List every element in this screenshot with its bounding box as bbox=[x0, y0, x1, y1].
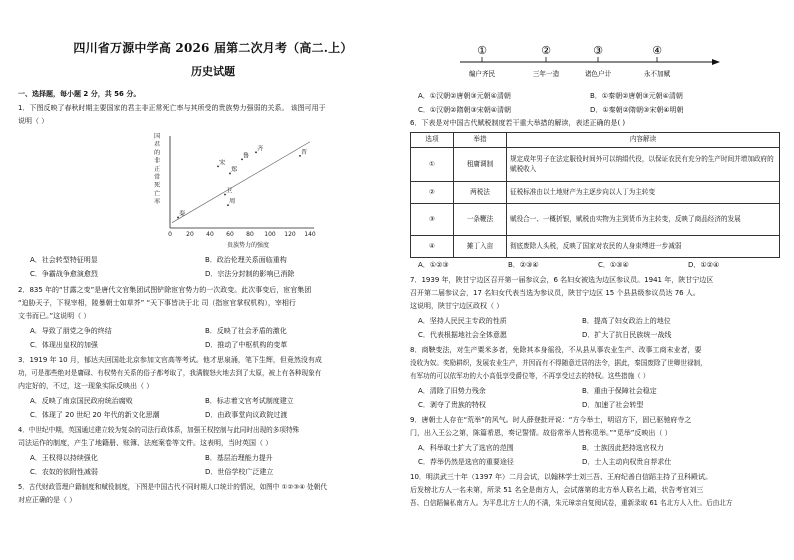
table-cell: 一条鞭法 bbox=[454, 204, 507, 236]
timeline-label: 三年一造 bbox=[532, 70, 560, 78]
q5-line1: 5．古代财政管理户籍制度和赋役制度，下图是中国古代不同时期人口统计的情况，如图中 ①②③④ 处朝代 bbox=[18, 483, 327, 491]
table-row bbox=[411, 148, 780, 182]
timeline-number: ③ bbox=[593, 44, 603, 57]
q8-line2: 没收为奴。奖励耕织，发展农业生产，并因而有不得随意迁居的法令，据此，秦国废除了世卿世禄制， bbox=[410, 359, 707, 367]
table-cell: 赋役合一、一概折银，赋税由实物为主到货币为主转变，反映了商品经济的发展 bbox=[507, 204, 780, 236]
q1-option-a[interactable]: A．社会转型特征明显 bbox=[30, 256, 98, 264]
q4-option-d[interactable]: D．世俗学校广泛建立 bbox=[205, 468, 274, 476]
q2-line1: 2．835 年的“甘露之变”是唐代文官集团试图铲除宦官势力的一次政变。此次事变后，宦官集团 bbox=[18, 286, 312, 294]
table-cell: 两税法 bbox=[454, 182, 507, 204]
q3-line2: 功，可是那些绝对是庸碌、有权势有关系的俗子都考取了，我满腹怒火地去到了太原，被上有各种现象有 bbox=[18, 369, 322, 377]
x-axis-label: 贵族势力的强度 bbox=[226, 242, 270, 249]
q7-option-c[interactable]: C．代表根据地社会全体意愿 bbox=[418, 331, 507, 339]
timeline-label: 诸色户计 bbox=[584, 70, 612, 78]
table-cell: ② bbox=[411, 182, 454, 204]
q7-line1: 7．1939 年，陕甘宁边区召开第一届参议会，6 名妇女被选为边区参议员。1941 年，陕甘宁边区 bbox=[410, 276, 714, 284]
q8-option-d[interactable]: D．加速了社会转型 bbox=[582, 401, 644, 409]
q10-line1: 10．明洪武三十年（1397 年）二月会试，以翰林学士刘三吾、王府纪善白信蹈主持了丑科殿试。 bbox=[410, 473, 712, 481]
q4-line2: 司法运作的制度，产生了地籍册、账簿、法庭案卷等文件。这表明，当时英国（ ） bbox=[18, 439, 273, 447]
q7-line2: 召开第二届参议会，17 名妇女代表当选为参议员，陕甘宁边区 15 个县县级参议员达 76 人。 bbox=[410, 289, 700, 297]
q5-option-d[interactable]: D．①秦朝②隋朝③宋朝④明朝 bbox=[590, 106, 684, 114]
trend-line bbox=[172, 142, 310, 223]
point-label: 齐 bbox=[257, 145, 264, 153]
table-header: 举措 bbox=[454, 133, 507, 148]
q3-option-a[interactable]: A．反映了南京国民政府统治腐败 bbox=[30, 397, 133, 405]
table-row bbox=[411, 182, 780, 204]
q7-option-d[interactable]: D．扩大了抗日民族统一战线 bbox=[582, 331, 672, 339]
q6-option-c[interactable]: C．①③④ bbox=[598, 261, 629, 269]
q1-scatter-chart bbox=[140, 132, 320, 252]
timeline-label: 永不加赋 bbox=[643, 70, 671, 78]
point-label: 秦 bbox=[179, 210, 186, 218]
q3-option-b[interactable]: B．标志着文官考试制度建立 bbox=[205, 397, 294, 405]
q10-line3: 吾、白信蹈偏私南方人。为平息北方士人的不满，朱元璋亲自复阅试卷，重新录取 61 名北方人入仕。后由北方 bbox=[410, 499, 733, 507]
q9-option-a[interactable]: A．科举取士扩大了选官的范围 bbox=[418, 444, 514, 452]
q1-option-c[interactable]: C．争霸战争愈演愈烈 bbox=[30, 270, 98, 278]
x-tick-label: 20 bbox=[186, 231, 194, 238]
q8-line1: 8．商鞅变法，对生产粟米多者，免除其本身徭役，不从县从事农业生产、改事工商末业者，要 bbox=[410, 346, 702, 354]
q8-line3: 有军功的可以依军功的大小高低享受爵位等，不再享受过去的特权。这些措施（ ） bbox=[410, 372, 650, 380]
q2-line2: “迫胁天子，下视宰相，陵暴朝士如草芥” “天下事皆决于北 司（指宦官掌权机构），宰相行 bbox=[18, 299, 296, 307]
q9-option-b[interactable]: B．士族因此把持选官权力 bbox=[582, 444, 664, 452]
q2-option-d[interactable]: D．推动了中枢机构的变革 bbox=[205, 341, 288, 349]
q9-option-d[interactable]: D．士人主动向权贵自荐求仕 bbox=[582, 458, 672, 466]
q7-option-b[interactable]: B．提高了妇女政治上的地位 bbox=[582, 317, 671, 325]
table-row bbox=[411, 236, 780, 258]
table-cell: 规定成年男子在法定服役时间外可以纳绢代役，以保证农民有充分的生产时间并增加政府的赋税收入 bbox=[507, 148, 780, 182]
q3-line1: 3．1919 年 10 月，郁达夫回国赴北京参加文官高等考试。他才思泉涌，笔下生辉，但竟然没有成 bbox=[18, 356, 322, 364]
q8-option-c[interactable]: C．剥夺了贵族的特权 bbox=[418, 401, 486, 409]
q2-line3: 文书而已。”这说明（ ） bbox=[18, 312, 91, 320]
point-label: 郑 bbox=[231, 166, 238, 174]
table-header-row bbox=[411, 133, 780, 148]
table-header: 选项 bbox=[411, 133, 454, 148]
table-cell: 摊丁入亩 bbox=[454, 236, 507, 258]
x-tick-label: 120 bbox=[284, 231, 296, 238]
q5-line2: 对应正确的是（ ） bbox=[18, 496, 77, 504]
x-tick-label: 140 bbox=[304, 231, 316, 238]
q4-option-a[interactable]: A．王权得以持续强化 bbox=[30, 454, 98, 462]
y-axis-label: 国君的非正常死亡率 bbox=[154, 133, 161, 206]
x-tick-label: 60 bbox=[226, 231, 234, 238]
q6-table bbox=[410, 132, 780, 258]
q6-option-b[interactable]: B．②③④ bbox=[508, 261, 539, 269]
x-tick-label: 100 bbox=[264, 231, 276, 238]
q5-option-a[interactable]: A．①汉朝②唐朝③元朝④清朝 bbox=[418, 92, 511, 100]
q1-stem-line2: 说明（ ） bbox=[18, 117, 49, 125]
q2-option-c[interactable]: C．体现出皇权的加强 bbox=[30, 341, 98, 349]
q10-line2: 后发榜北方人一名未第，所录 51 名全是南方人，会试落第的北方举人联名上疏，状告考官刘三 bbox=[410, 486, 704, 494]
q3-line3: 内定好的，不过，这一现象实际反映出（ ） bbox=[18, 382, 154, 390]
q2-option-a[interactable]: A．导致了朋党之争的终结 bbox=[30, 327, 112, 335]
table-cell: 租庸调制 bbox=[454, 148, 507, 182]
exam-title: 四川省万源中学高 2026 届第二次月考（高二.上） bbox=[73, 41, 353, 55]
q3-option-d[interactable]: D．由政事堂向议政院过渡 bbox=[205, 411, 288, 419]
x-tick-label: 80 bbox=[246, 231, 254, 238]
timeline-label: 编户齐民 bbox=[468, 70, 496, 78]
point-label: 宋 bbox=[219, 159, 226, 167]
q9-option-c[interactable]: C．荐举仍然是选官的重要途径 bbox=[418, 458, 514, 466]
exam-subtitle: 历史试题 bbox=[191, 65, 235, 78]
table-cell: 征税标准由以土地财产为主逐步向以人丁为主转变 bbox=[507, 182, 780, 204]
q6-option-a[interactable]: A．①②③ bbox=[418, 261, 449, 269]
timeline-number: ② bbox=[541, 44, 551, 57]
q4-option-c[interactable]: C．农奴的依附性减弱 bbox=[30, 468, 98, 476]
x-tick-label: 40 bbox=[206, 231, 214, 238]
timeline-arrow bbox=[712, 59, 720, 65]
point-label: 卫 bbox=[226, 187, 233, 195]
q8-option-b[interactable]: B．重由于保障社会稳定 bbox=[582, 387, 657, 395]
q8-option-a[interactable]: A．清除了旧势力残余 bbox=[418, 387, 486, 395]
q5-option-c[interactable]: C．①汉朝②隋朝③宋朝④清朝 bbox=[418, 106, 511, 114]
q3-option-c[interactable]: C．体现了 20 世纪 20 年代的新文化思潮 bbox=[30, 411, 160, 419]
q9-line2: 门，出入王公之第，陈篇希恩，奏记誓情。故俗常举人皆称觅举。”“觅举”反映出（ ） bbox=[410, 429, 672, 437]
q4-line1: 4．中世纪中期，英国通过建立较为复杂的司法行政体系，加强王权控制与此同时出现的多项特殊 bbox=[18, 426, 300, 434]
q1-option-b[interactable]: B．政治伦理关系面临重构 bbox=[205, 256, 287, 264]
table-header: 内容解读 bbox=[507, 133, 780, 148]
q6-option-d[interactable]: D．①②④ bbox=[688, 261, 720, 269]
q5-timeline bbox=[460, 40, 720, 85]
timeline-number: ① bbox=[477, 44, 487, 57]
q1-stem-line1: 1．下图反映了春秋时期主要国家的君主非正常死亡率与其所受的贵族势力强弱的关系。 该图可用于 bbox=[18, 104, 326, 112]
q7-line3: 这说明，陕甘宁边区政权（ ） bbox=[410, 302, 504, 310]
q5-option-b[interactable]: B．①秦朝②唐朝③元朝④清朝 bbox=[590, 92, 683, 100]
point-label: 晋 bbox=[301, 148, 308, 156]
section-heading: 一、选择题，每小题 2 分，共 56 分。 bbox=[18, 90, 141, 98]
table-cell: ④ bbox=[411, 236, 454, 258]
q2-option-b[interactable]: B．反映了社会矛盾的激化 bbox=[205, 327, 287, 335]
x-tick-label: 0 bbox=[168, 231, 172, 238]
point-label: 周 bbox=[229, 198, 236, 206]
table-row bbox=[411, 204, 780, 236]
q1-option-d[interactable]: D．宗法分封制的影响已消除 bbox=[205, 270, 295, 278]
point-label: 鲁 bbox=[243, 152, 250, 160]
q6-stem: 6．下表是对中国古代赋税制度若干重大举措的解读，表述正确的是( ) bbox=[410, 119, 626, 127]
q9-line1: 9．唐朝士人存在“荒举”的风气。时人薛登批评说：“方今举士，明诏方下，固已驱驰府寺之 bbox=[410, 416, 692, 424]
table-cell: ③ bbox=[411, 204, 454, 236]
q7-option-a[interactable]: A．坚持人民民主专政的性质 bbox=[418, 317, 507, 325]
table-cell: 彻底废除人头税，反映了国家对农民的人身束缚进一步减弱 bbox=[507, 236, 780, 258]
timeline-number: ④ bbox=[652, 44, 662, 57]
q4-option-b[interactable]: B．基层治理能力提升 bbox=[205, 454, 273, 462]
table-cell: ① bbox=[411, 148, 454, 182]
